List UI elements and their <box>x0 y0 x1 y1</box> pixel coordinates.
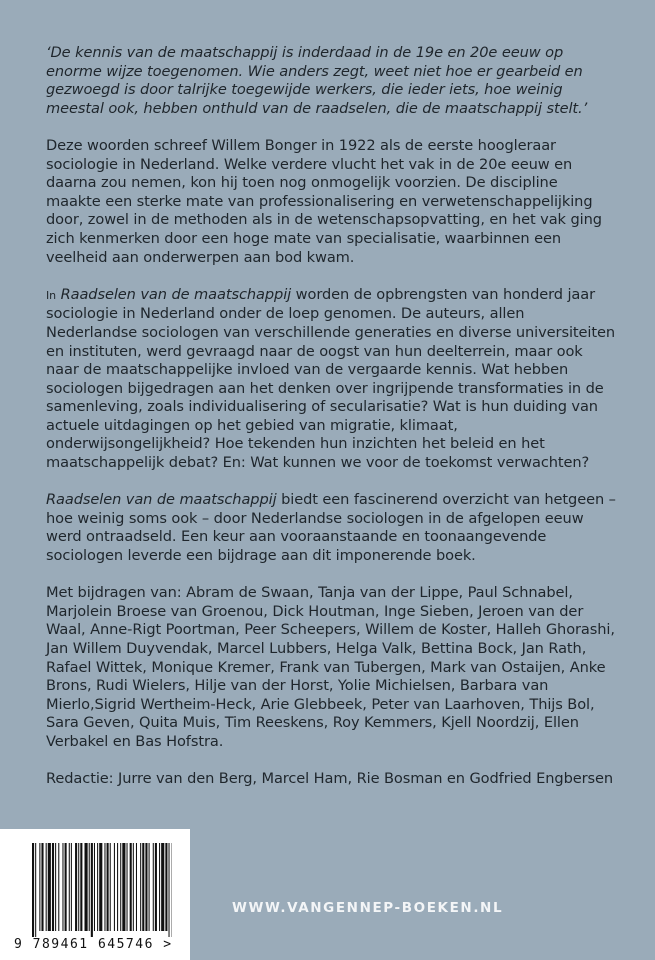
contributors-list: Met bijdragen van: Abram de Swaan, Tanja van der Lippe, Paul Schnabel, Marjolein Broese van Groenou, Dick Houtman, Inge Sieben, Jeroen van der Waal, Anne-Rigt Poortman, Peer Scheepers, Willem de Koster, Halleh Ghorashi, Jan Willem Duyvendak, Marcel Lubbers, Helga Valk, Bettina Bock, Jan Rath, Rafael Wittek, Monique Kremer, Frank van Tubergen, Mark van Ostaijen, Anke Brons, Rudi Wielers, Hilje van der Horst, Yolie Michielsen, Barbara van Mierlo,Sigrid Wertheim-Heck, Arie Glebbeek, Peter van Laarhoven, Thijs Bol, Sara Geven, Quita Muis, Tim Reeskens, Roy Kemmers, Kjell Noordzij, Ellen Verbakel en Bas Hofstra. <box>46 584 615 750</box>
isbn-digits: 9 789461 645746 > <box>14 937 173 952</box>
opening-quote: ‘De kennis van de maatschappij is inderdaad in de 19e en 20e eeuw op enorme wijze toegenomen. Wie anders zegt, weet niet hoe er gearbeid en gezwoegd is door talrijke toegewijde werkers, die ieder iets, hoe weinig meestal ook, hebben onthuld van de raadselen, die de maatschappij stelt.’ <box>46 44 588 117</box>
intro-paragraph: Deze woorden schreef Willem Bonger in 1922 als de eerste hoogleraar sociologie in Nederland. Welke verdere vlucht het vak in de 20e eeuw en daarna zou nemen, kon hij toen nog onmogelijk voorzien. De discipline maakte een sterke mate van professionalisering en verwetenschappelijking door, zowel in de methoden als in de wetenschapsopvatting, en het vak ging zich kenmerken door een hoge mate van specialisatie, waarbinnen een veelheid aan onderwerpen aan bod kwam. <box>46 136 602 266</box>
book-title-inline: Raadselen van de maatschappij <box>46 491 277 509</box>
book-summary-paragraph <box>46 491 616 565</box>
paragraph-lead: In <box>46 288 57 302</box>
publisher-website: WWW.VANGENNEP-BOEKEN.NL <box>232 900 504 916</box>
isbn-barcode <box>0 829 190 960</box>
book-description-paragraph <box>46 286 616 473</box>
back-cover-text <box>46 44 616 807</box>
editors-line: Redactie: Jurre van den Berg, Marcel Ham, Rie Bosman en Godfried Engbersen <box>46 770 614 788</box>
book-title-inline: Raadselen van de maatschappij <box>60 285 292 303</box>
barcode-bars <box>32 843 172 937</box>
paragraph-body: biedt een fascinerend overzicht van hetgeen – hoe weinig soms ook – door Nederlandse sociologen in de afgelopen eeuw werd ontraadseld. Een keur aan vooraanstaande en toonaangevende sociologen leverde een bijdrage aan dit imponerende boek. <box>46 491 616 565</box>
paragraph-body: worden de opbrengsten van honderd jaar sociologie in Nederland onder de loep genomen. De auteurs, allen Nederlandse sociologen van verschillende generaties en diverse universiteiten en instituten, werd gevraagd naar de oogst van hun deelterrein, maar ook naar de maatschappelijke invloed van de vergaarde kennis. Wat hebben sociologen bijgedragen aan het denken over ingrijpende transformaties in de samenleving, zoals individualisering of secularisatie? Wat is hun duiding van actuele uitdagingen op het gebied van migratie, klimaat, onderwijsongelijkheid? Hoe tekenden hun inzichten het beleid en het maatschappelijk debat? En: Wat kunnen we voor de toekomst verwachten? <box>46 285 616 472</box>
